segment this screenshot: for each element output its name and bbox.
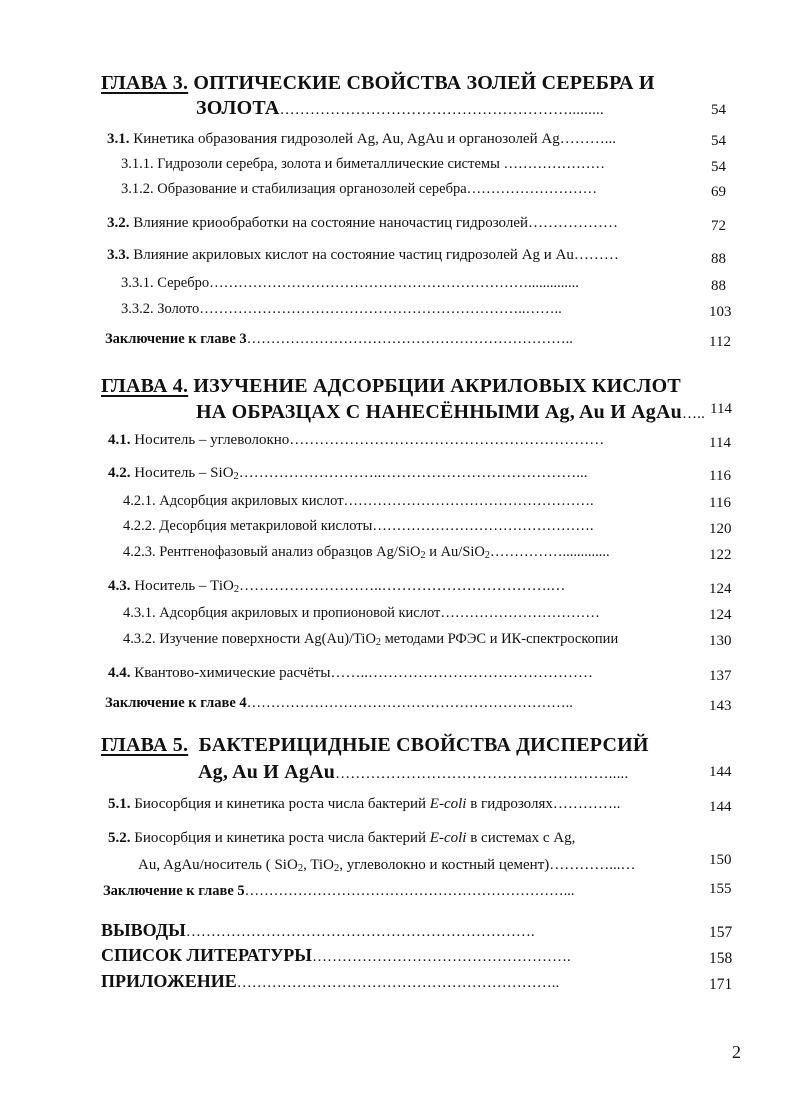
toc-entry-4-3-1-page: 124 bbox=[709, 607, 732, 623]
toc-entry-3-1-page: 54 bbox=[711, 133, 726, 149]
chapter-3-title-line-1 bbox=[101, 72, 655, 95]
chapter-4-summary-page: 143 bbox=[709, 698, 732, 714]
toc-entry-4-3-2-page: 130 bbox=[709, 633, 732, 649]
toc-entry-4-2-2-page: 120 bbox=[709, 521, 732, 537]
toc-entry-3-2-page: 72 bbox=[711, 218, 726, 234]
toc-entry-3-3-2-page: 103 bbox=[709, 304, 732, 320]
toc-entry-3-3-1-page: 88 bbox=[711, 278, 726, 294]
toc-entry-4-2[interactable]: 4.2. Носитель – SiO$_2$………………………..…………………………………... bbox=[108, 465, 588, 482]
chapter-3-page: 54 bbox=[711, 102, 726, 118]
toc-entry-5-1[interactable]: 5.1. Биосорбция и кинетика роста числа бактерий E-coli в гидрозолях………….. bbox=[108, 796, 621, 812]
toc-entry-3-1[interactable]: 3.1. Кинетика образования гидрозолей Ag, Au, AgAu и органозолей Ag………... bbox=[107, 131, 616, 147]
toc-entry-4-2-page: 116 bbox=[709, 468, 731, 484]
toc-entry-4-1-page: 114 bbox=[709, 435, 731, 451]
toc-entry-4-2-1[interactable]: 4.2.1. Адсорбция акриловых кислот……………………………………………. bbox=[123, 493, 594, 509]
toc-conclusions-page: 157 bbox=[709, 924, 733, 941]
toc-entry-4-2-1-page: 116 bbox=[709, 495, 731, 511]
toc-entry-4-1[interactable]: 4.1. Носитель – углеволокно……………………………………………………… bbox=[108, 432, 605, 448]
toc-entry-3-3-1[interactable]: 3.3.1. Серебро………………………………………………………….............. bbox=[121, 275, 579, 291]
chapter-4-summary[interactable]: Заключение к главе 4………………………………………………………….. bbox=[105, 695, 573, 711]
page-number: 2 bbox=[732, 1042, 741, 1062]
toc-references-page: 158 bbox=[709, 950, 733, 967]
toc-entry-4-4-page: 137 bbox=[709, 668, 732, 684]
toc-entry-3-3[interactable]: 3.3. Влияние акриловых кислот на состояние частиц гидрозолей Ag и Au……… bbox=[107, 247, 619, 263]
chapter-5-summary[interactable]: Заключение к главе 5…………………………………………………………... bbox=[103, 883, 575, 899]
chapter-5-page: 144 bbox=[709, 764, 732, 780]
toc-entry-5-2-page: 150 bbox=[709, 852, 732, 868]
chapter-3-summary[interactable]: Заключение к главе 3………………………………………………………….. bbox=[105, 331, 573, 347]
toc-entry-5-2-line-2[interactable]: Au, AgAu/носитель ( SiO$_2$, TiO$_2$, углеволокно и костный цемент)…………...… bbox=[138, 857, 636, 874]
chapter-5-title-line-1 bbox=[101, 734, 649, 757]
toc-entry-3-1-2[interactable]: 3.1.2. Образование и стабилизация органозолей серебра……………………… bbox=[121, 181, 598, 197]
chapter-3-label: ГЛАВА 3. bbox=[101, 72, 189, 94]
toc-entry-4-3-page: 124 bbox=[709, 581, 732, 597]
toc-appendix-page: 171 bbox=[709, 976, 733, 993]
toc-entry-4-4[interactable]: 4.4. Квантово-химические расчёты……..……………………………………… bbox=[108, 665, 594, 681]
chapter-4-title-line-2: НА ОБРАЗЦАХ С НАНЕСЁННЫМИ Ag, Au И AgAu….. bbox=[196, 401, 706, 423]
toc-references[interactable]: СПИСОК ЛИТЕРАТУРЫ……………………………………………. bbox=[101, 945, 571, 965]
chapter-3-title: ОПТИЧЕСКИЕ СВОЙСТВА ЗОЛЕЙ СЕРЕБРА И bbox=[188, 72, 655, 94]
toc-entry-3-1-1-page: 54 bbox=[711, 159, 726, 175]
toc-entry-3-3-page: 88 bbox=[711, 251, 726, 267]
toc-appendix[interactable]: ПРИЛОЖЕНИЕ……………………………………………………….. bbox=[101, 971, 560, 991]
chapter-3-title-line-2: ЗОЛОТА…………………………………………………......... bbox=[196, 97, 604, 119]
toc-entry-3-3-2[interactable]: 3.3.2. Золото…………………………………………………………..…….. bbox=[121, 301, 562, 317]
chapter-3-summary-page: 112 bbox=[709, 334, 731, 350]
chapter-5-title-line-2: Ag, Au И AgAu………………………………………………..... bbox=[198, 761, 629, 783]
toc-entry-3-1-1[interactable]: 3.1.1. Гидрозоли серебра, золота и биметаллические системы ………………… bbox=[121, 156, 605, 172]
toc-entry-4-3-2[interactable]: 4.3.2. Изучение поверхности Ag(Au)/TiO$_2$ методами РФЭС и ИК-спектроскопии bbox=[123, 631, 619, 648]
toc-entry-4-2-3[interactable]: 4.2.3. Рентгенофазовый анализ образцов Ag/SiO$_2$ и Au/SiO$_2$……………............. bbox=[123, 544, 610, 561]
toc-entry-5-1-page: 144 bbox=[709, 799, 732, 815]
toc-entry-4-3[interactable]: 4.3. Носитель – TiO$_2$………………………..…………………………….… bbox=[108, 578, 566, 595]
toc-entry-3-2[interactable]: 3.2. Влияние криообработки на состояние наночастиц гидрозолей……………… bbox=[107, 215, 619, 231]
toc-entry-4-3-1[interactable]: 4.3.1. Адсорбция акриловых и пропионовой кислот…………………………… bbox=[123, 605, 600, 621]
toc-entry-4-2-3-page: 122 bbox=[709, 547, 732, 563]
toc-entry-3-1-2-page: 69 bbox=[711, 184, 726, 200]
chapter-5-summary-page: 155 bbox=[709, 881, 732, 897]
chapter-4-page: 114 bbox=[710, 401, 732, 417]
toc-conclusions[interactable]: ВЫВОДЫ……………………………………………………………. bbox=[101, 920, 535, 940]
chapter-5-title: БАКТЕРИЦИДНЫЕ СВОЙСТВА ДИСПЕРСИЙ bbox=[188, 734, 649, 756]
chapter-5-label: ГЛАВА 5. bbox=[101, 734, 189, 756]
chapter-4-label: ГЛАВА 4. bbox=[101, 375, 189, 397]
toc-entry-5-2[interactable]: 5.2. Биосорбция и кинетика роста числа бактерий E-coli в системах с Ag, bbox=[108, 830, 576, 846]
chapter-4-title-line-1 bbox=[101, 375, 681, 398]
toc-entry-4-2-2[interactable]: 4.2.2. Десорбция метакриловой кислоты………………………………………. bbox=[123, 518, 594, 534]
chapter-4-title: ИЗУЧЕНИЕ АДСОРБЦИИ АКРИЛОВЫХ КИСЛОТ bbox=[188, 375, 681, 397]
